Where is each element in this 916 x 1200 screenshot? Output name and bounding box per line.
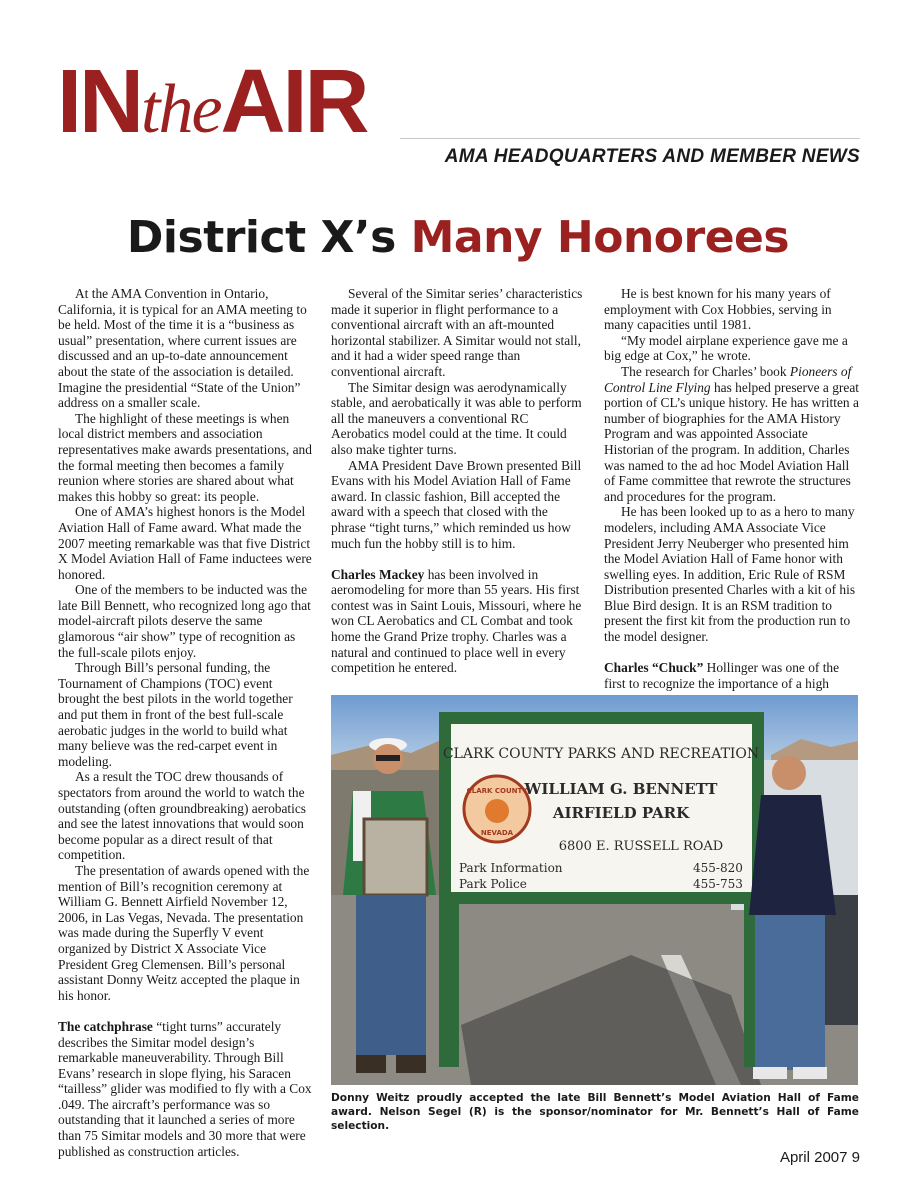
county-logo-center	[485, 799, 509, 823]
face-right	[772, 756, 806, 790]
book-title: Pioneers of Control Line Flying	[604, 363, 852, 395]
sunglasses	[376, 755, 400, 761]
paragraph: As a result the TOC drew thousands of spectators from around the world to watch the outstanding (often groundbreaking) aerobatics and see the latest innovations that would soon become popular as a direct result of that competition.	[58, 769, 307, 863]
article-column-2	[331, 286, 586, 676]
photo-illustration	[331, 695, 858, 1085]
paragraph-text: The research for Charles’ book	[621, 363, 790, 379]
shoe	[753, 1067, 787, 1079]
article-column-3	[604, 286, 860, 691]
paragraph: At the AMA Convention in Ontario, California, it is typical for an AMA meeting to be held. Most of the time it is a “business as usual” presentation, where current issues are discussed and an up-to-date announcement about the state of the association is detailed. Imagine the presidential “State of the Union” address on a smaller scale.	[58, 286, 307, 411]
masthead-the: the	[141, 71, 221, 148]
paragraph: He is best known for his many years of employment with Cox Hobbies, serving in many capacities until 1981.	[604, 286, 832, 333]
paragraph: Through Bill’s personal funding, the Tournament of Champions (TOC) event brought the best pilots in the world together and put them in front of the best full-scale aerobatic judges in the world to build what many believe was the red-carpet event in modeling.	[58, 660, 293, 769]
paragraph-text: has been involved in aeromodeling for more than 55 years. His first contest was in Saint Louis, Missouri, where he won CL Aerobatics and CL Combat and took home the Grand Prize trophy. Charles was a natural and continued to place well in every competition he entered.	[331, 566, 582, 676]
paragraph: “My model airplane experience gave me a big edge at Cox,” he wrote.	[604, 332, 848, 364]
paragraph	[604, 364, 860, 504]
headline-part2: Many Honorees	[410, 212, 790, 263]
paragraph: Several of the Simitar series’ characteristics made it superior in flight performance to a conventional aircraft with an aft-mounted horizontal stabilizer. A Simitar would not stall, and it had a wider speed range than conventional aircraft.	[331, 286, 583, 379]
award-plaque	[364, 819, 427, 895]
paragraph: The highlight of these meetings is when local district members and association representatives make awards presentations, and the formal meeting then becomes a family reunion where stories are shared about what makes this hobby so great: its people.	[58, 410, 312, 504]
lead-in: The catchphrase	[58, 1018, 153, 1034]
jeans-left	[356, 895, 426, 1055]
lead-in: Charles Mackey	[331, 566, 425, 582]
paragraph: The Simitar design was aerodynamically stable, and aerobatically it was able to perform all the maneuvers a conventional RC Aerobatics model could at the time. It could also make tighter turns.	[331, 379, 582, 457]
paragraph: One of AMA’s highest honors is the Model Aviation Hall of Fame award. What made the 2007 meeting remarkable was that five District X Model Aviation Hall of Fame inductees were honored.	[58, 504, 312, 582]
paragraph	[331, 567, 586, 676]
masthead-rule	[400, 138, 860, 139]
shoe	[396, 1055, 426, 1073]
article-column-1	[58, 286, 314, 1159]
lead-in: Charles “Chuck”	[604, 660, 704, 676]
paragraph	[58, 1019, 314, 1159]
paragraph-text: “tight turns” accurately describes the Simitar model design’s remarkable maneuverability. Through Bill Evans’ research in slope flying, his Saracen “tailless” glider was modified to fly with a Cox .049. The aircraft’s performance was so outstanding that it launched a series of more than 75 Simitar models and 30 more that were published as construction articles.	[58, 1018, 312, 1159]
paragraph	[604, 660, 860, 691]
sign-line-2: WILLIAM G. BENNETT	[524, 780, 718, 798]
sign-line-1: CLARK COUNTY PARKS AND RECREATION	[442, 746, 760, 762]
article-photo	[331, 695, 858, 1085]
paragraph: AMA President Dave Brown presented Bill Evans with his Model Aviation Hall of Fame award. In classic fashion, Bill accepted the award with a speech that closed with the phrase “tight turns,” which reminded us how much fun the hobby still is to him.	[331, 457, 582, 551]
sign-line-6: Park Police	[459, 877, 527, 891]
shoe	[793, 1067, 827, 1079]
logo-text-bottom: NEVADA	[480, 829, 514, 837]
section-subtitle: AMA HEADQUARTERS AND MEMBER NEWS	[444, 146, 860, 167]
paragraph-text: has helped preserve a great portion of CL’s unique history. He has written a number of biographies for the AMA History Program and was appointed Associate Historian of the program. In addition, Charles was named to the ad hoc Model Aviation Hall of Fame committee that rewrote the structures and procedures for the program.	[604, 379, 859, 504]
photo-caption: Donny Weitz proudly accepted the late Bill Bennett’s Model Aviation Hall of Fame award. Nelson Segel (R) is the sponsor/nominator for Mr. Bennett’s Hall of Fame selection.	[331, 1092, 859, 1132]
shoe	[356, 1055, 386, 1073]
paragraph: The presentation of awards opened with the mention of Bill’s recognition ceremony at William G. Bennett Airfield November 12, 2006, in Las Vegas, Nevada. The presentation was made during the Superfly V event organized by District X Associate Vice President Greg Clemensen. Bill’s personal assistant Donny Weitz accepted the plaque in his honor.	[58, 862, 310, 1003]
jacket-navy	[749, 795, 836, 915]
masthead-in: IN	[57, 52, 141, 152]
paragraph: He has been looked up to as a hero to many modelers, including AMA Associate Vice President Jerry Neuberger who presented him the Model Aviation Hall of Fame honor with swelling eyes. In addition, Eric Rule of RSM Distribution presented Charles with a kit of his Blue Bird design. It is an RSM tradition to present the first kit from the production run to the model designer.	[604, 504, 856, 645]
article-headline	[0, 212, 916, 263]
page-folio: April 2007 9	[779, 1149, 860, 1166]
sign-line-4: 6800 E. RUSSELL ROAD	[558, 839, 724, 854]
masthead-air: AIR	[220, 52, 367, 152]
paragraph-text: Hollinger was one of the first to recognize the importance of a high	[604, 660, 840, 691]
jeans-right	[755, 915, 825, 1070]
sign-line-5: Park Information	[459, 861, 563, 875]
logo-text-top: CLARK COUNTY	[466, 787, 528, 795]
sign-number-6: 455-753	[693, 877, 743, 891]
sign-number-5: 455-820	[693, 861, 743, 875]
headline-part1: District X’s	[126, 212, 411, 263]
paragraph: One of the members to be inducted was the late Bill Bennett, who recognized long ago that model-aircraft pilots deserve the same glamorous “air show” type of recognition as the full-scale pilots enjoy.	[58, 582, 311, 660]
sign-line-3: AIRFIELD PARK	[552, 804, 690, 822]
masthead-logo	[57, 52, 367, 152]
